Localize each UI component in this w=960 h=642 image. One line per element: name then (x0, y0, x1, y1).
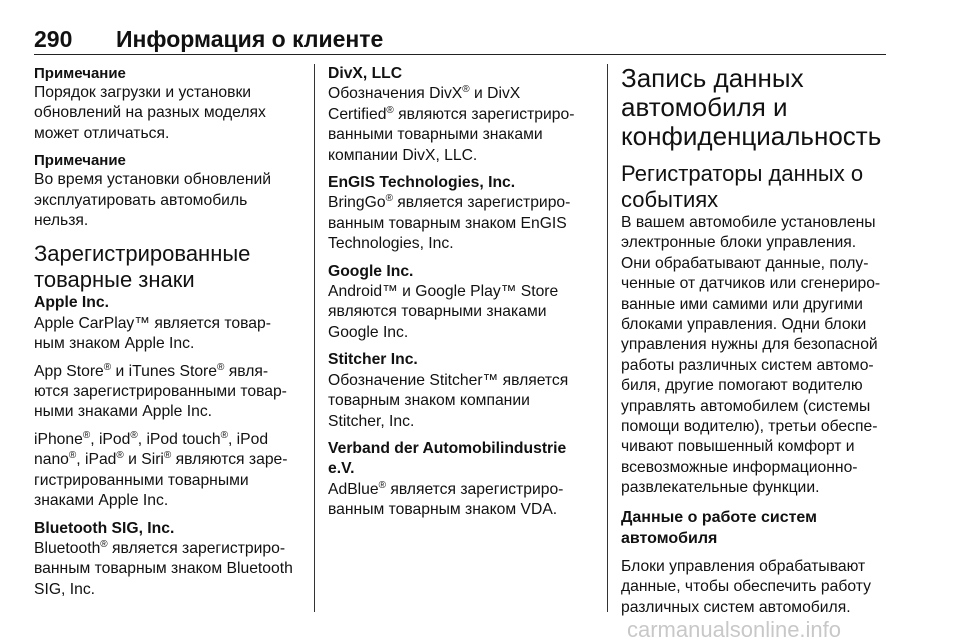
text-line: товарным знаком компании (328, 392, 530, 410)
chapter-heading: Запись данных автомобиля и конфиденциальность (621, 63, 882, 151)
text-line: компании DivX, LLC. (328, 146, 478, 164)
registered-mark: ® (462, 84, 470, 96)
text-line: Certified® являются зарегистриро- (328, 104, 575, 123)
section-heading: Зарегистрированные товарные знаки (34, 241, 251, 293)
note-box (34, 64, 300, 144)
watermark: carmanualsonline.info (627, 618, 842, 642)
text-line: ванными товарными знаками (328, 126, 543, 144)
page-title: Информация о клиенте (116, 26, 384, 52)
column-divider (314, 64, 315, 612)
registered-mark: ® (103, 361, 112, 373)
subsection-title: Bluetooth SIG, Inc. (34, 519, 175, 537)
text-line: Они обрабатывают данные, полу- (621, 254, 869, 272)
text-line: В вашем автомобиле установлены (621, 214, 876, 231)
subsection-title: Stitcher Inc. (328, 351, 418, 369)
text-line: нельзя. (34, 212, 89, 230)
text-line: управлять автомобилем (системы (621, 397, 871, 415)
text-line: SIG, Inc. (34, 580, 96, 598)
note-label: Примечание (34, 152, 126, 170)
text-line: nano®, iPad® и Siri® являются заре- (34, 450, 288, 469)
page-number: 290 (34, 26, 73, 52)
registered-mark: ® (82, 429, 91, 441)
text-line: являются товарными знаками (328, 303, 547, 321)
text-line: работы различных систем автомо- (621, 356, 874, 374)
text-line: электронные блоки управления. (621, 234, 857, 252)
subsection-title: EnGIS Technologies, Inc. (328, 174, 516, 192)
text-line: биля, другие помогают водителю (621, 377, 863, 395)
text-line: чивают повышенный комфорт и (621, 438, 855, 456)
text-line: ным знаком Apple Inc. (34, 335, 195, 353)
text-line: ванным товарным знаком Bluetooth (34, 560, 293, 578)
text-line: может отличаться. (34, 124, 170, 142)
text-line: помощи водителю), третьи обеспе- (621, 418, 878, 436)
subsection-title: Apple Inc. (34, 294, 109, 312)
text-line: App Store® и iTunes Store® явля- (34, 361, 269, 380)
note-box (34, 151, 300, 231)
registered-mark: ® (116, 450, 124, 462)
text-line: различных систем автомобиля. (621, 598, 851, 616)
text-line: управления нужны для безопасной (621, 336, 878, 354)
subsection-title: Google Inc. (328, 262, 414, 280)
text-line: блоками управления. Одни блоки (621, 316, 867, 334)
text-line: Stitcher, Inc. (328, 412, 415, 430)
text-line: знаками Apple Inc. (34, 492, 169, 510)
page-header (34, 24, 886, 55)
note-label: Примечание (34, 65, 126, 82)
paragraph (621, 557, 893, 618)
text-line: iPhone®, iPod®, iPod touch®, iPod (34, 429, 269, 448)
column-middle (328, 64, 593, 521)
text-line: обновлений на разных моделях (34, 104, 266, 122)
text-line: ванные ими самими или другими (621, 295, 863, 313)
text-line: BringGo® является зарегистриро- (328, 193, 571, 212)
column-divider (607, 64, 608, 612)
registered-mark: ® (220, 429, 228, 441)
text-line: всевозможные информационно- (621, 458, 858, 476)
text-line: ными знаками Apple Inc. (34, 403, 213, 421)
subsection-title: DivX, LLC (328, 65, 403, 82)
text-line: Google Inc. (328, 323, 409, 341)
subsection-heading: Данные о работе систем автомобиля (621, 508, 817, 547)
text-line: Порядок загрузки и установки (34, 84, 252, 101)
subsection-title: Verband der Automobilindustrie e.V. (328, 439, 567, 478)
text-line: гистрированными товарными (34, 471, 249, 489)
registered-mark: ® (68, 450, 77, 462)
text-line: эксплуатировать автомобиль (34, 191, 248, 209)
registered-mark: ® (378, 479, 386, 491)
text-line: развлекательные функции. (621, 479, 820, 497)
text-line: AdBlue® является зарегистриро- (328, 479, 564, 498)
registered-mark: ® (385, 193, 393, 205)
registered-mark: ® (130, 429, 138, 441)
text-line: Обозначения DivX® и DivX (328, 84, 521, 103)
column-left (34, 64, 300, 600)
section-heading: Регистраторы данных о событиях (621, 161, 864, 212)
registered-mark: ® (100, 538, 108, 550)
text-line: Обозначение Stitcher™ является (328, 371, 569, 389)
text-line: ванным товарным знаком EnGIS (328, 214, 567, 232)
text-line: Во время установки обновлений (34, 171, 272, 189)
registered-mark: ® (163, 450, 172, 462)
text-line: ванным товарным знаком VDA. (328, 501, 558, 519)
registered-mark: ® (217, 361, 225, 373)
text-line: данные, чтобы обеспечить работу (621, 578, 871, 596)
text-line: Блоки управления обрабатывают (621, 557, 866, 575)
text-line: Apple CarPlay™ является товар- (34, 314, 271, 332)
text-line: Technologies, Inc. (328, 235, 454, 253)
text-line: ченные от датчиков или сгенериро- (621, 275, 881, 293)
paragraph (621, 213, 893, 499)
registered-mark: ® (386, 104, 394, 116)
column-right (621, 64, 893, 618)
text-line: ются зарегистрированными товар- (34, 383, 287, 401)
text-line: Bluetooth® является зарегистриро- (34, 538, 286, 557)
text-line: Android™ и Google Play™ Store (328, 283, 559, 301)
